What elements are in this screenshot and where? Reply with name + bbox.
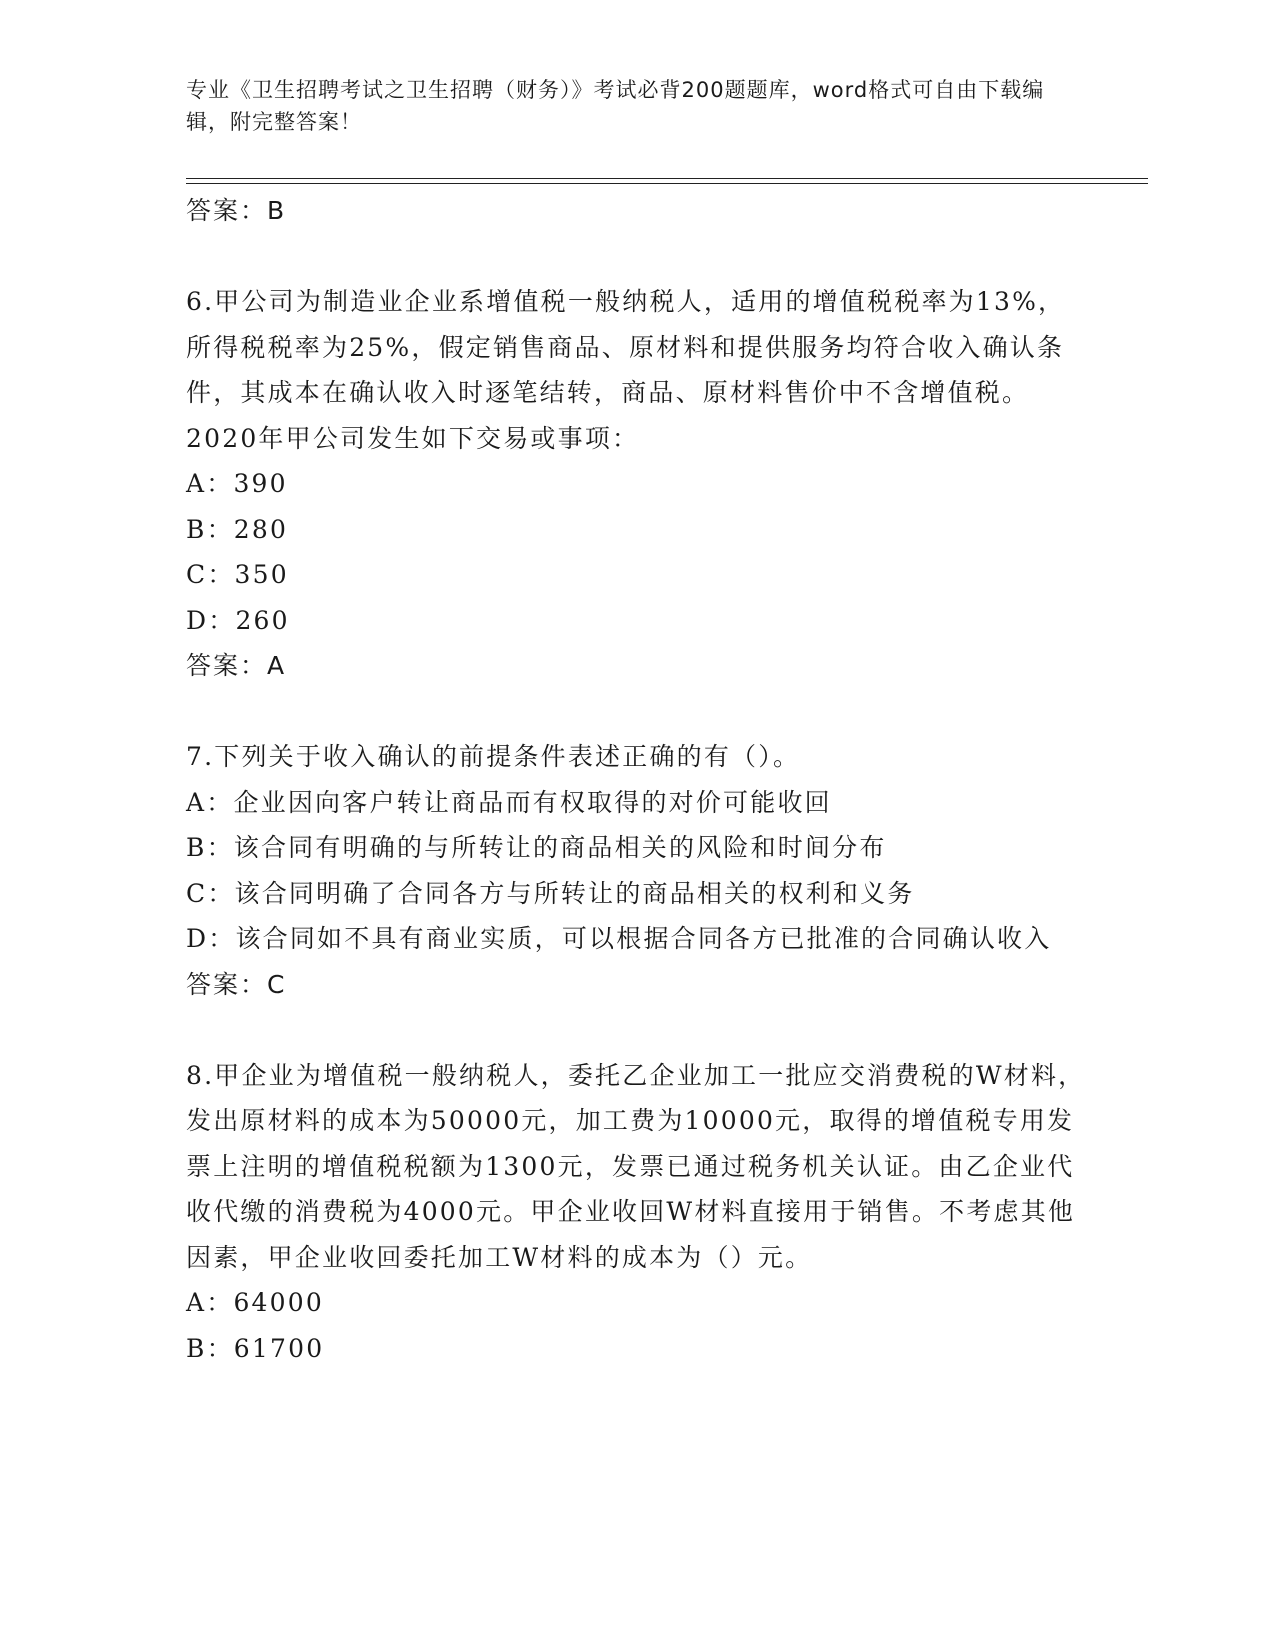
answer-line: 答案：B	[186, 196, 287, 225]
question-stem: 6.甲公司为制造业企业系增值税一般纳税人，适用的增值税税率为13%，所得税税率为25%，假定销售商品、原材料和提供服务均符合收入确认条件，其成本在确认收入时逐笔结转，商品、原材料售价中不含增值税。2020年甲公司发生如下交易或事项：	[186, 287, 1066, 453]
spacer	[186, 1007, 1086, 1053]
spacer	[186, 689, 1086, 735]
question-stem: 7.下列关于收入确认的前提条件表述正确的有（）。	[186, 742, 801, 771]
answer-line: 答案：C	[186, 969, 287, 999]
option-b: B：280	[186, 514, 289, 544]
spacer	[186, 234, 1086, 280]
option-d: D：260	[186, 605, 290, 635]
answer-line: 答案：A	[186, 651, 287, 680]
question-6	[186, 279, 1086, 689]
option-c: C：350	[186, 560, 289, 589]
header-rule-bottom	[186, 183, 1148, 184]
question-8	[186, 1053, 1086, 1372]
question-stem: 8.甲企业为增值税一般纳税人，委托乙企业加工一批应交消费税的W材料，发出原材料的成本为50000元，加工费为10000元，取得的增值税专用发票上注明的增值税税额为1300元，发票已通过税务机关认证。由乙企业代收代缴的消费税为4000元。甲企业收回W材料直接用于销售。不考虑其他因素，甲企业收回委托加工W材料的成本为（）元。	[186, 1060, 1086, 1272]
option-b: B：该合同有明确的与所转让的商品相关的风险和时间分布	[186, 833, 887, 862]
option-a: A：企业因向客户转让商品而有权取得的对价可能收回	[186, 787, 832, 817]
question-content	[186, 188, 1086, 1371]
option-b: B：61700	[186, 1333, 325, 1363]
option-a: A：390	[186, 469, 288, 498]
option-d: D：该合同如不具有商业实质，可以根据合同各方已批准的合同确认收入	[186, 924, 1052, 953]
question-7	[186, 734, 1086, 1007]
option-a: A：64000	[186, 1288, 324, 1317]
header-title: 专业《卫生招聘考试之卫生招聘（财务）》考试必背200题题库，word格式可自由下载编辑，附完整答案！	[186, 78, 1045, 134]
option-c: C：该合同明确了合同各方与所转让的商品相关的权利和义务	[186, 878, 915, 908]
header-rule-top	[186, 178, 1148, 179]
page-header	[186, 74, 1066, 138]
